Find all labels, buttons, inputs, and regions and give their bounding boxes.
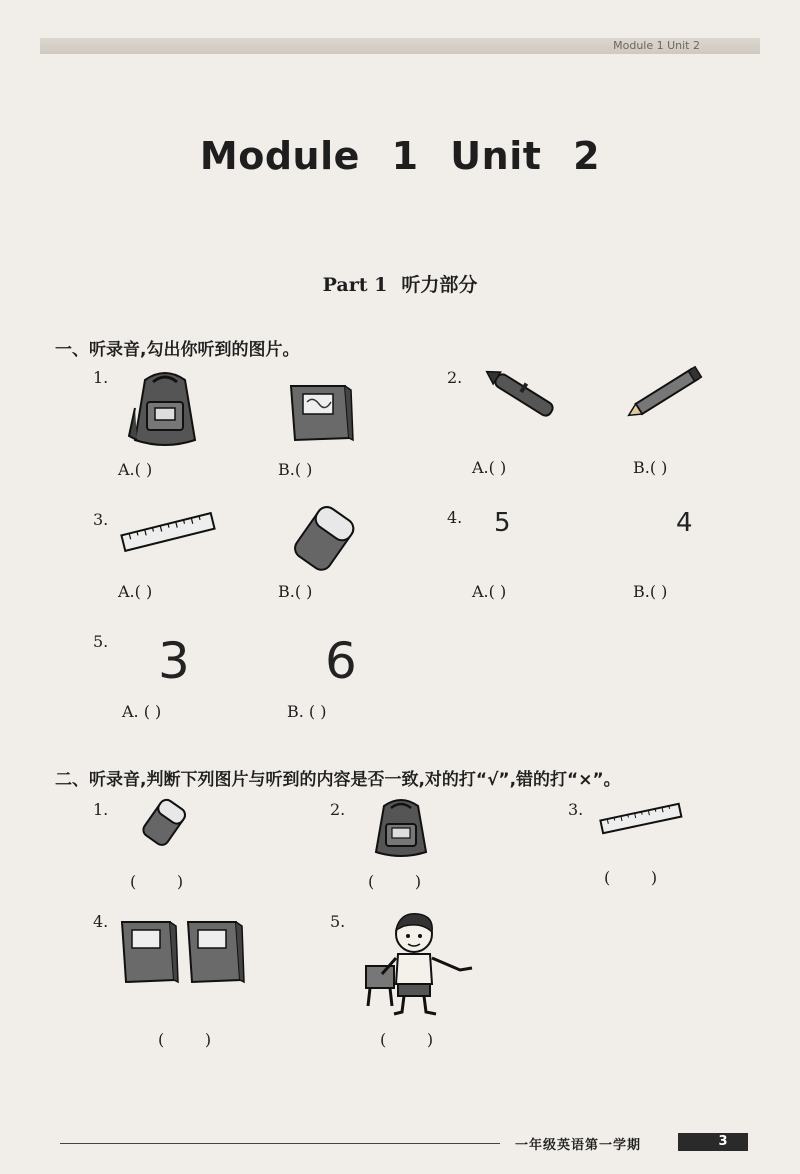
s2-item4-number: 4. [93, 912, 109, 931]
s1-item2-option-a[interactable]: A.( ) [472, 458, 507, 477]
s2-item5-answer[interactable]: ( ) [380, 1030, 434, 1049]
eraser-icon [140, 796, 190, 850]
running-header [40, 38, 760, 54]
ruler-icon [118, 506, 218, 558]
s1-item3-number: 3. [93, 510, 109, 529]
footer-rule [60, 1143, 500, 1144]
s1-item4-option-b[interactable]: B.( ) [633, 582, 668, 601]
two-books-icon [118, 918, 248, 988]
s1-item4-figure-a: 5 [494, 508, 511, 538]
s1-item3-option-b[interactable]: B.( ) [278, 582, 313, 601]
s1-item1-number: 1. [93, 368, 109, 387]
s1-item4-number: 4. [447, 508, 463, 527]
s2-item3-number: 3. [568, 800, 584, 819]
backpack-icon [125, 368, 205, 453]
s1-item5-figure-b: 6 [325, 632, 357, 690]
pencil-icon [620, 362, 712, 422]
section1-heading: 一、听录音,勾出你听到的图片。 [55, 340, 300, 360]
part-label: Part 1 [322, 274, 388, 296]
ruler-icon [598, 800, 684, 838]
s2-item5-number: 5. [330, 912, 346, 931]
s1-item1-option-a[interactable]: A.( ) [118, 460, 153, 479]
part-name: 听力部分 [401, 274, 478, 296]
s1-item4-figure-b: 4 [676, 508, 693, 538]
page-number [678, 1133, 748, 1151]
book-icon [285, 382, 355, 444]
running-title: Module 1 Unit 2 [613, 39, 700, 52]
s1-item1-option-b[interactable]: B.( ) [278, 460, 313, 479]
page-title: Module 1 Unit 2 [199, 134, 601, 178]
eraser-icon [290, 500, 360, 578]
footer-book-title: 一年级英语第一学期 [515, 1138, 642, 1153]
s1-item2-number: 2. [447, 368, 463, 387]
pen-icon [478, 362, 570, 428]
s1-item5-number: 5. [93, 632, 109, 651]
s1-item2-option-b[interactable]: B.( ) [633, 458, 668, 477]
s1-item4-option-a[interactable]: A.( ) [472, 582, 507, 601]
s2-item4-answer[interactable]: ( ) [158, 1030, 212, 1049]
s2-item1-number: 1. [93, 800, 109, 819]
s1-item5-figure-a: 3 [158, 632, 190, 690]
backpack-icon [368, 796, 434, 862]
s2-item2-answer[interactable]: ( ) [368, 872, 422, 891]
part-title [0, 270, 800, 297]
s1-item5-option-b[interactable]: B. ( ) [287, 702, 327, 721]
s2-item1-answer[interactable]: ( ) [130, 872, 184, 891]
boy-with-chair-icon [360, 908, 482, 1020]
page-number-text: 3 [718, 1134, 728, 1149]
s1-item5-option-a[interactable]: A. ( ) [122, 702, 162, 721]
section2-heading: 二、听录音,判断下列图片与听到的内容是否一致,对的打“√”,错的打“×”。 [55, 770, 621, 790]
s2-item3-answer[interactable]: ( ) [604, 868, 658, 887]
s2-item2-number: 2. [330, 800, 346, 819]
s1-item3-option-a[interactable]: A.( ) [118, 582, 153, 601]
